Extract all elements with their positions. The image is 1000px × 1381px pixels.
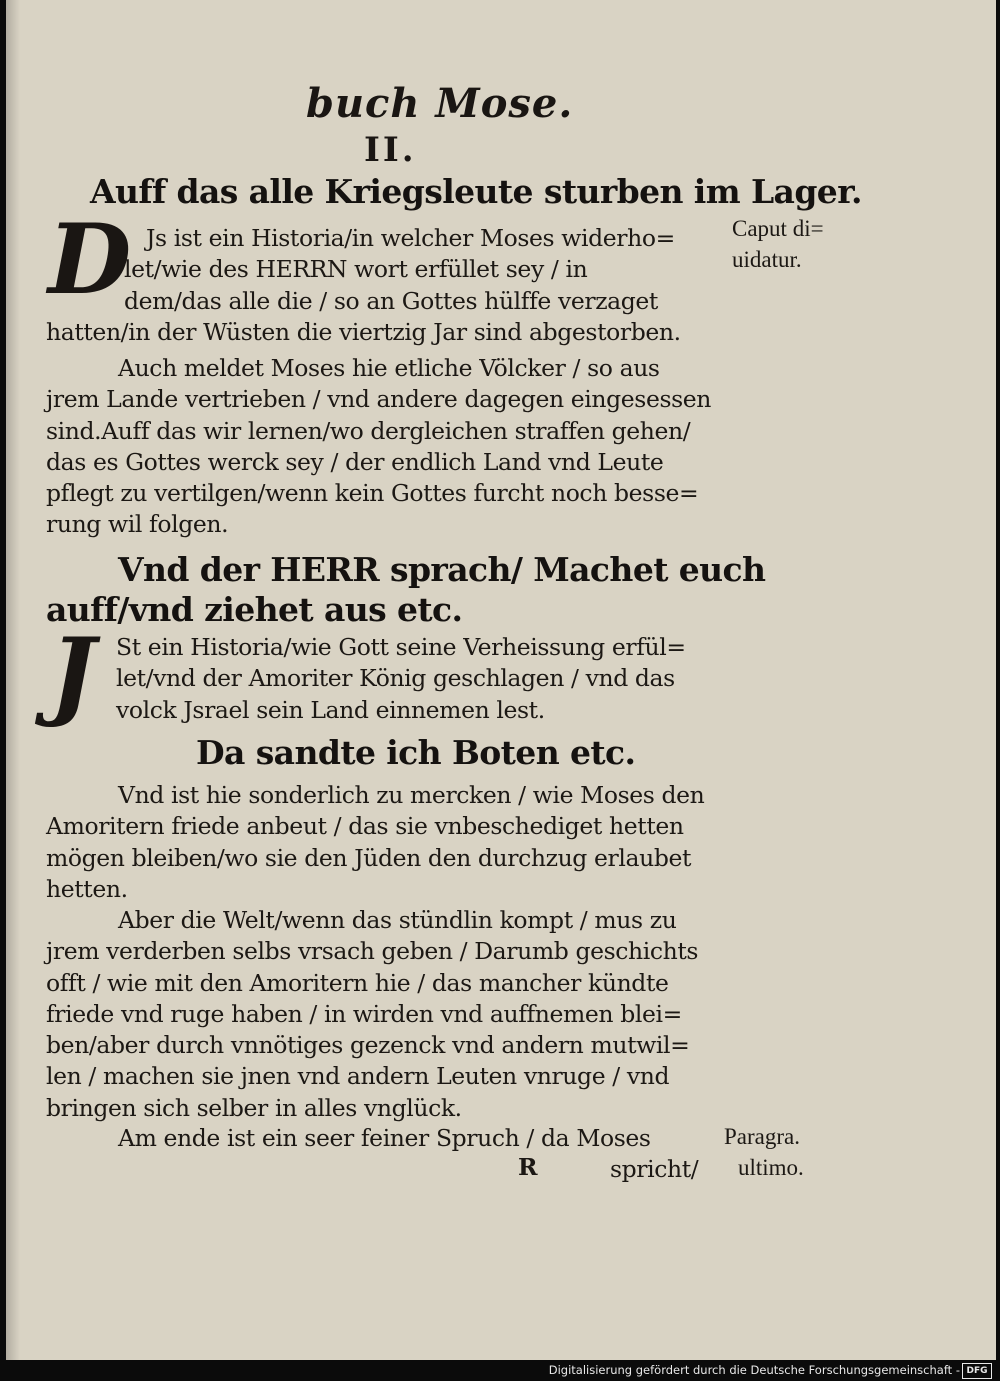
- paragraph-5: [46, 905, 698, 1124]
- margin-note-line: uidatur.: [732, 247, 802, 273]
- text-line: jrem verderben selbs vrsach geben / Darumb geschichts: [46, 937, 699, 966]
- section-heading-2-line-1: Vnd der HERR sprach/ Machet euch: [118, 550, 766, 589]
- margin-note-2: [724, 1121, 804, 1184]
- paragraph-3: [46, 632, 686, 726]
- text-line: let/vnd der Amoriter König geschlagen / vnd das: [116, 664, 675, 693]
- text-line: Vnd ist hie sonderlich zu mercken / wie Moses den: [118, 781, 705, 809]
- text-line: jrem Lande vertrieben / vnd andere dagegen eingesessen: [46, 385, 712, 414]
- text-line: dem/das alle die / so an Gottes hülffe verzaget: [124, 286, 658, 315]
- text-line: spricht/: [610, 1155, 699, 1183]
- page-edge-shadow: [6, 0, 20, 1360]
- text-line: pflegt zu vertilgen/wenn kein Gottes furcht noch besse=: [46, 479, 699, 508]
- margin-note-1: [732, 213, 824, 276]
- drop-cap-j: J: [50, 617, 96, 730]
- text-line: let/wie des HERRN wort erfüllet sey / in: [124, 255, 588, 284]
- paragraph-2: [46, 353, 711, 541]
- funding-credit: Digitalisierung gefördert durch die Deutsche Forschungsgemeinschaft -: [548, 1363, 960, 1377]
- footer-bar: [0, 1360, 1000, 1381]
- paragraph-1: [46, 223, 681, 348]
- text-line: sind.Auff das wir lernen/wo dergleichen straffen gehen/: [46, 416, 691, 445]
- text-line: ben/aber durch vnnötiges gezenck vnd andern mutwil=: [46, 1031, 690, 1060]
- dfg-logo: DFG: [962, 1363, 992, 1379]
- text-line: Amoritern friede anbeut / das sie vnbeschediget hetten: [46, 812, 684, 841]
- section-heading-3: Da sandte ich Boten etc.: [196, 733, 636, 772]
- section-heading-2-line-2: auff/vnd ziehet aus etc.: [46, 590, 463, 629]
- paragraph-6: [46, 1123, 651, 1154]
- text-line: Aber die Welt/wenn das stündlin kompt / mus zu: [118, 906, 677, 934]
- text-line: volck Jsrael sein Land einnemen lest.: [116, 695, 545, 724]
- text-line: hatten/in der Wüsten die viertzig Jar sind abgestorben.: [46, 317, 681, 346]
- text-line: St ein Historia/wie Gott seine Verheissung erfül=: [116, 633, 686, 661]
- text-line: Am ende ist ein seer feiner Spruch / da Moses: [118, 1124, 651, 1152]
- text-line: mögen bleiben/wo sie den Jüden den durchzug erlaubet: [46, 843, 692, 872]
- margin-note-line: Caput di=: [732, 216, 824, 241]
- section-heading-1: Auff das alle Kriegsleute sturben im Lager.: [90, 172, 862, 211]
- text-line: offt / wie mit den Amoritern hie / das mancher kündte: [46, 968, 669, 997]
- text-line: das es Gottes werck sey / der endlich Land vnd Leute: [46, 447, 664, 476]
- text-line: rung wil folgen.: [46, 510, 229, 539]
- text-line: bringen sich selber in alles vnglück.: [46, 1093, 462, 1122]
- text-line: hetten.: [46, 874, 128, 903]
- drop-cap-d: D: [48, 203, 132, 316]
- paragraph-4: [46, 780, 704, 905]
- chapter-number: II.: [364, 130, 417, 170]
- running-head: buch Mose.: [306, 80, 574, 127]
- text-line: Js ist ein Historia/in welcher Moses widerho=: [146, 224, 675, 252]
- margin-note-line: Paragra.: [724, 1124, 800, 1149]
- text-line: len / machen sie jnen vnd andern Leuten vnruge / vnd: [46, 1062, 670, 1091]
- catchword-signature: R: [518, 1153, 538, 1181]
- margin-note-line: ultimo.: [738, 1155, 804, 1181]
- text-line: friede vnd ruge haben / in wirden vnd auffnemen blei=: [46, 999, 682, 1028]
- text-line: Auch meldet Moses hie etliche Völcker / so aus: [118, 354, 660, 382]
- scanned-page: [6, 0, 996, 1360]
